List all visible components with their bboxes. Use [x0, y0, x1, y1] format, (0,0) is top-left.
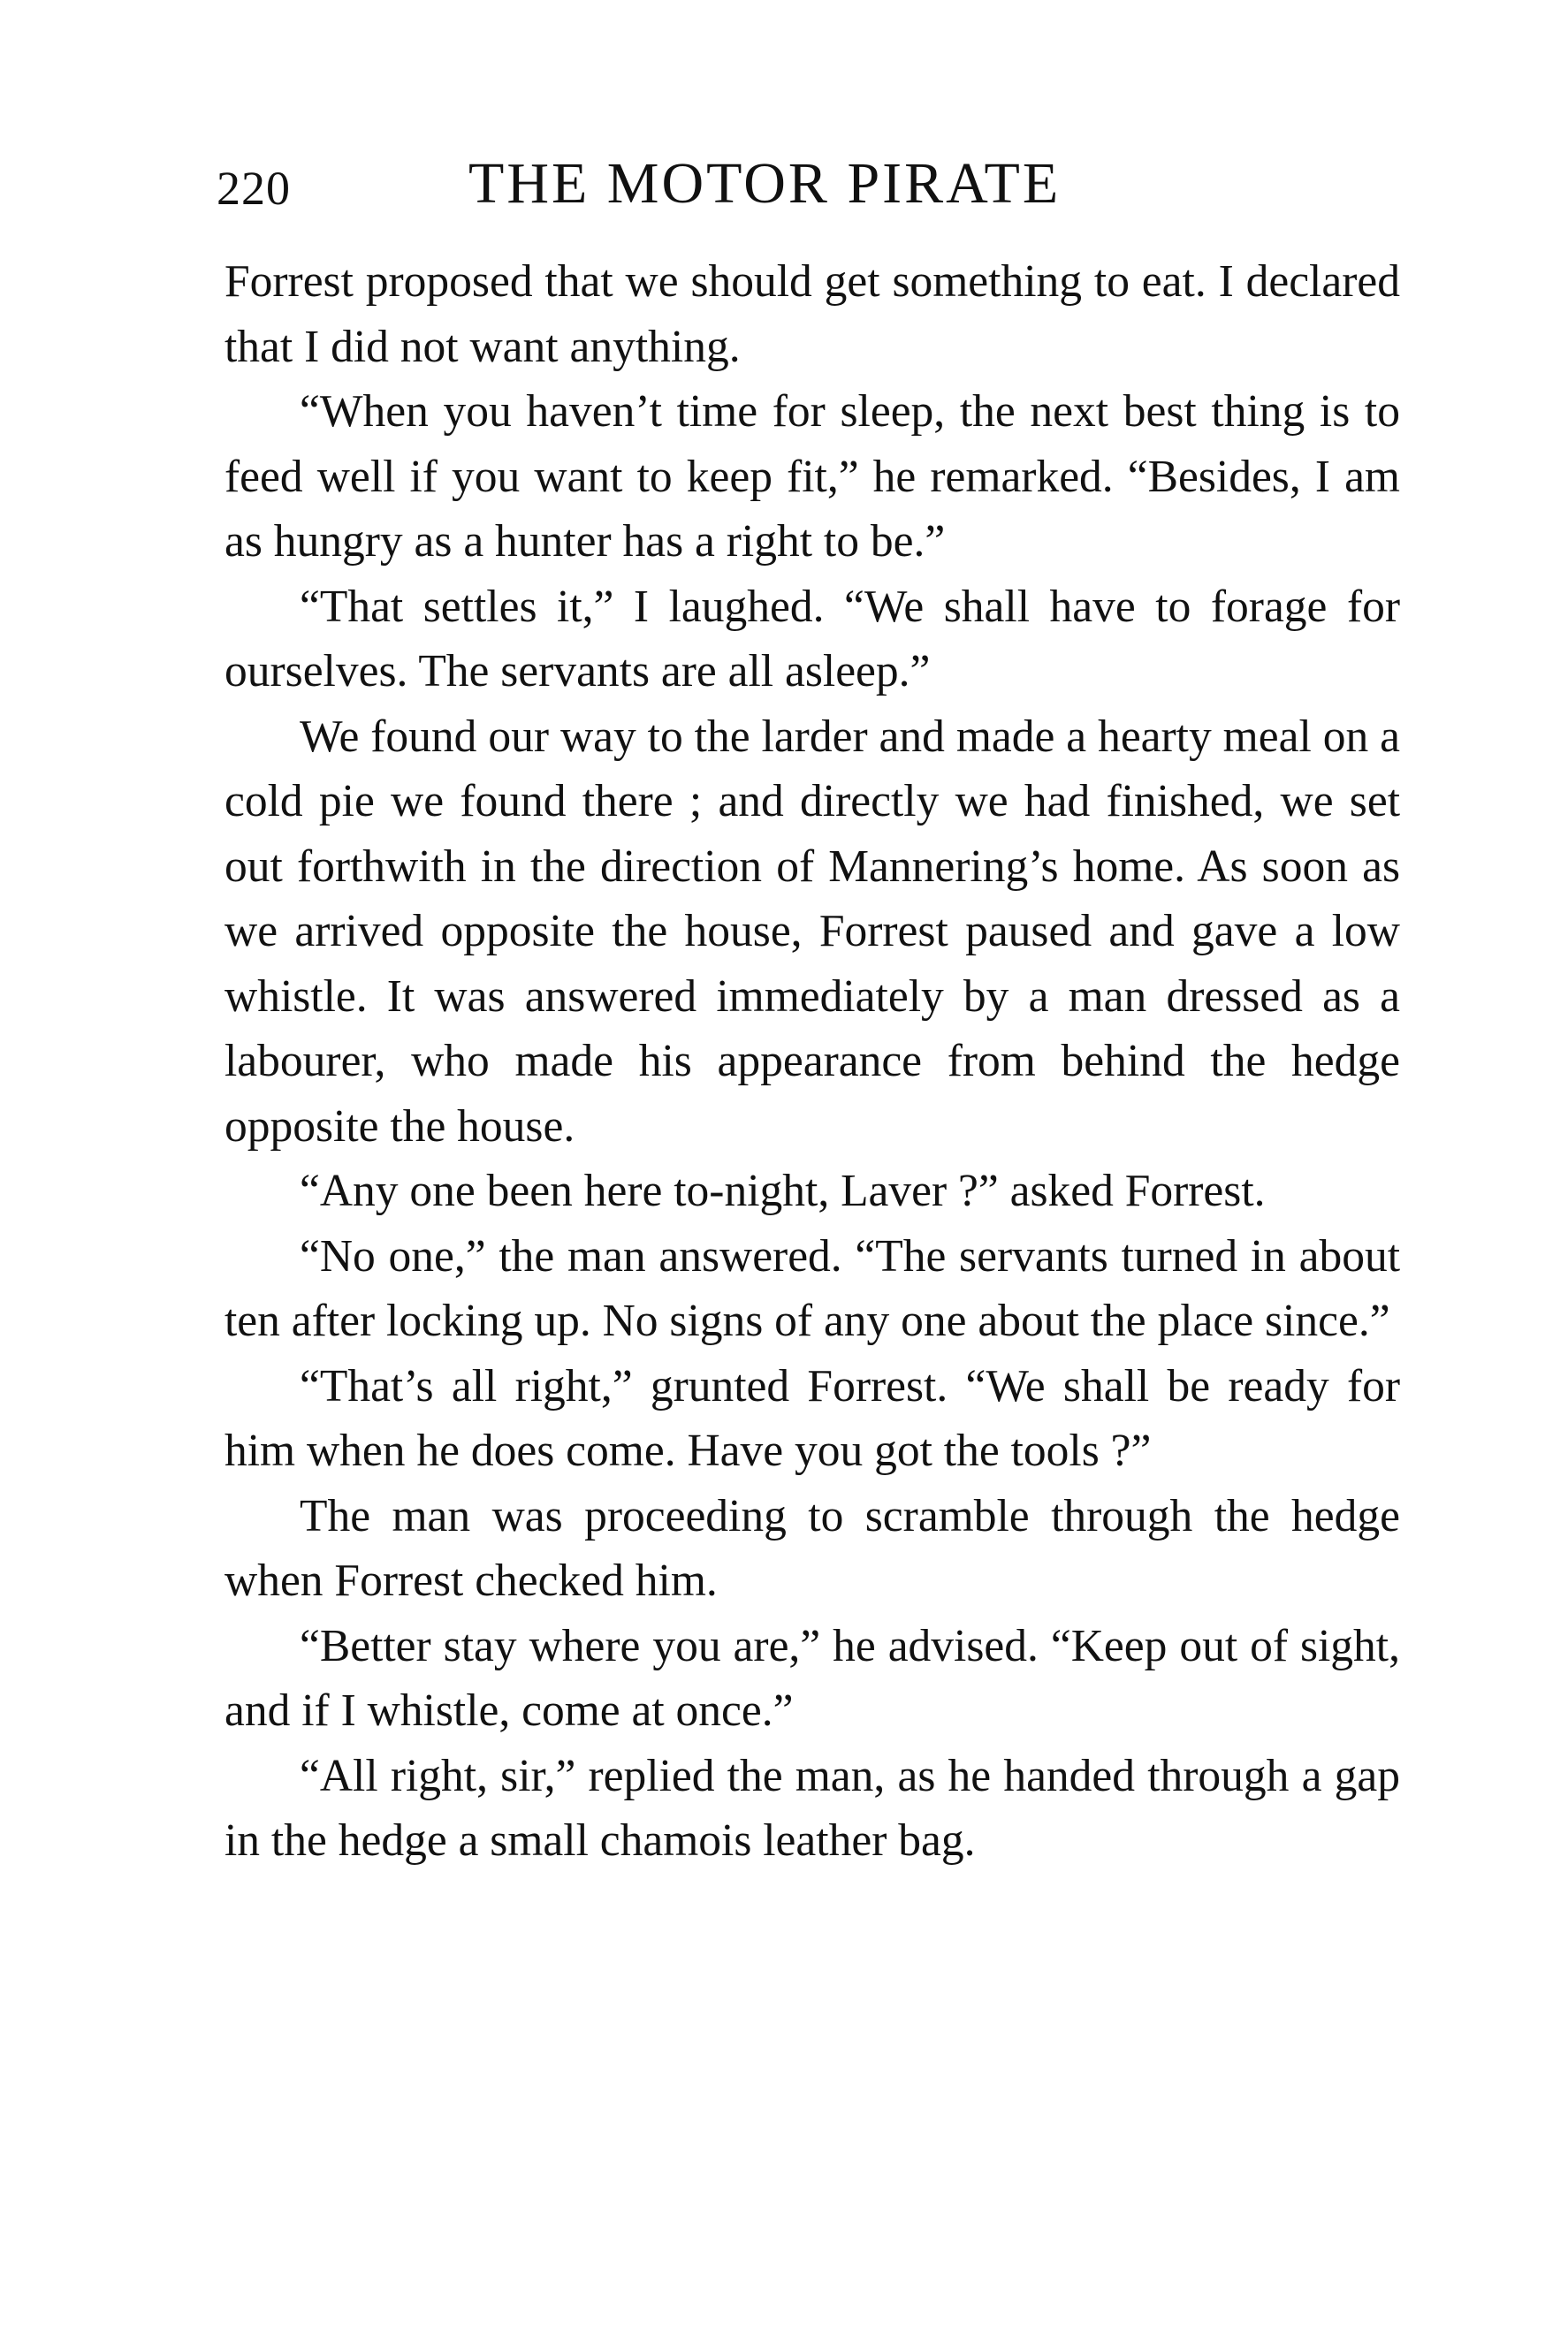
paragraph: “That settles it,” I laughed. “We shall have to forage for ourselves. The servants are all asleep.”	[225, 581, 1400, 696]
paragraph: We found our way to the larder and made a hearty meal on a cold pie we found there ; and directly we had finished, we set out forthwith in the direction of Mannering’s home. As soon as we arrived opposite the house, Forrest paused and gave a low whistle. It was answered immediately by a man dressed as a labourer, who made his appearance from behind the hedge opposite the house.	[225, 711, 1400, 1152]
paragraph: “When you haven’t time for sleep, the next best thing is to feed well if you want to keep fit,” he remarked. “Besides, I am as hungry as a hunter has a right to be.”	[225, 386, 1400, 567]
paragraph: “Better stay where you are,” he advised. “Keep out of sight, and if I whistle, come at once.”	[225, 1620, 1400, 1736]
paragraph: “No one,” the man answered. “The servants turned in about ten after locking up. No signs of any one about the place since.”	[225, 1230, 1400, 1346]
page-number: 220	[217, 162, 291, 215]
running-title: THE MOTOR PIRATE	[468, 151, 1062, 216]
paragraph: “Any one been here to-night, Laver ?” asked Forrest.	[300, 1166, 1266, 1216]
running-head	[217, 150, 1401, 230]
paragraph: “That’s all right,” grunted Forrest. “We shall be ready for him when he does come. Have you got the tools ?”	[225, 1360, 1400, 1476]
paragraph: Forrest proposed that we should get something to eat. I declared that I did not want anything.	[225, 256, 1400, 372]
body-text	[225, 249, 1400, 1874]
paragraph: “All right, sir,” replied the man, as he handed through a gap in the hedge a small chamois leather bag.	[225, 1750, 1400, 1866]
paragraph: The man was proceeding to scramble through the hedge when Forrest checked him.	[225, 1490, 1400, 1606]
